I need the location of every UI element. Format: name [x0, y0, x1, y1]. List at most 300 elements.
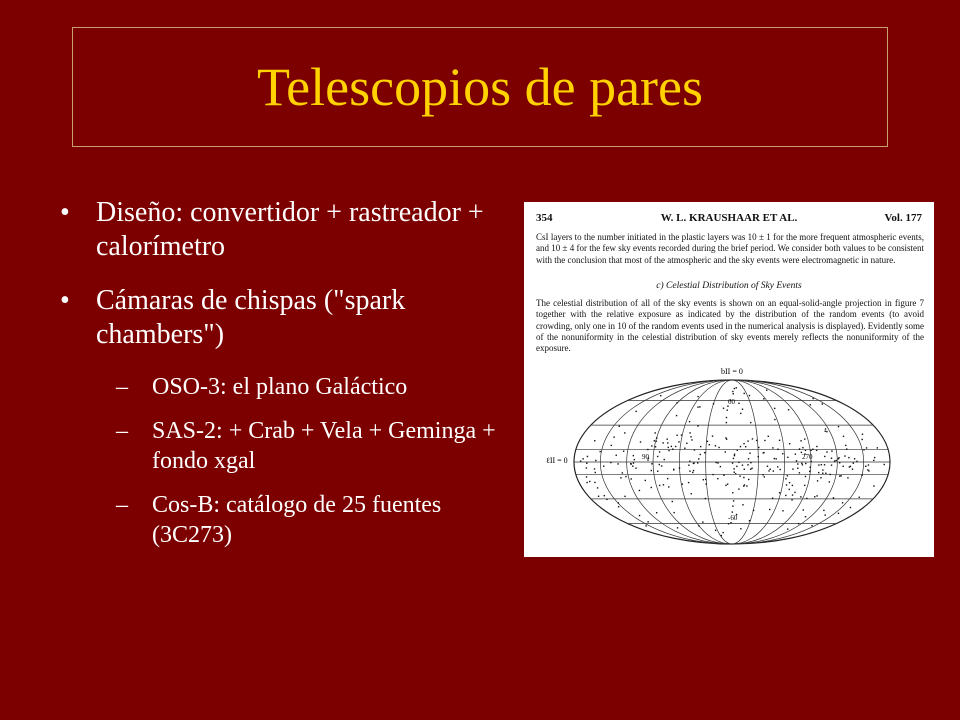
bullet-item	[60, 196, 500, 264]
map-event-dot	[624, 432, 625, 433]
map-event-dot	[840, 475, 841, 476]
map-event-dot	[725, 485, 726, 486]
map-event-dot	[774, 458, 775, 459]
map-event-dot	[651, 487, 652, 488]
map-event-dot	[738, 403, 739, 404]
map-event-dot	[789, 482, 790, 483]
map-event-dot	[732, 492, 733, 493]
map-event-dot	[733, 468, 734, 469]
map-event-dot	[845, 445, 846, 446]
map-event-dot	[726, 439, 727, 440]
bullet-list	[60, 196, 500, 564]
map-event-dot	[785, 478, 786, 479]
slide-title: Telescopios de pares	[256, 57, 704, 117]
map-event-dot	[689, 470, 690, 471]
map-event-dot	[822, 473, 823, 474]
map-event-dot	[791, 499, 792, 500]
map-event-dot	[749, 520, 750, 521]
map-event-dot	[595, 460, 596, 461]
map-event-dot	[847, 477, 848, 478]
map-event-dot	[657, 456, 658, 457]
map-event-dot	[767, 466, 768, 467]
map-event-dot	[736, 387, 737, 388]
map-event-dot	[684, 448, 685, 449]
map-event-dot	[812, 398, 813, 399]
map-event-dot	[618, 506, 619, 507]
map-event-dot	[763, 398, 764, 399]
map-event-dot	[822, 403, 823, 404]
map-event-dot	[675, 446, 676, 447]
map-event-dot	[839, 475, 840, 476]
map-event-dot	[768, 470, 769, 471]
map-event-dot	[691, 439, 692, 440]
map-event-dot	[586, 463, 587, 464]
map-event-dot	[659, 485, 660, 486]
map-event-dot	[639, 490, 640, 491]
paper-volume: Vol. 177	[884, 212, 922, 224]
map-event-dot	[772, 498, 773, 499]
map-event-dot	[812, 449, 813, 450]
map-event-dot	[651, 470, 652, 471]
map-event-dot	[718, 447, 719, 448]
map-event-dot	[736, 466, 737, 467]
map-event-dot	[733, 393, 734, 394]
map-event-dot	[689, 432, 690, 433]
bullet-marker: •	[60, 285, 70, 316]
map-event-dot	[656, 437, 657, 438]
map-event-dot	[673, 469, 674, 470]
map-event-dot	[753, 510, 754, 511]
map-event-dot	[859, 497, 860, 498]
map-event-dot	[874, 457, 875, 458]
map-event-dot	[799, 472, 800, 473]
map-event-dot	[611, 445, 612, 446]
map-event-dot	[690, 436, 691, 437]
map-event-dot	[726, 422, 727, 423]
map-event-dot	[689, 461, 690, 462]
map-event-dot	[750, 462, 751, 463]
map-event-dot	[617, 463, 618, 464]
map-event-dot	[586, 476, 587, 477]
map-event-dot	[861, 475, 862, 476]
map-event-dot	[672, 501, 673, 502]
map-event-dot	[744, 469, 745, 470]
map-event-dot	[700, 446, 701, 447]
map-event-dot	[779, 440, 780, 441]
map-event-dot	[852, 469, 853, 470]
map-event-dot	[630, 463, 631, 464]
paper-header	[536, 212, 922, 224]
map-event-dot	[818, 472, 819, 473]
map-event-dot	[697, 462, 698, 463]
map-event-dot	[861, 439, 862, 440]
map-event-dot	[734, 454, 735, 455]
map-event-dot	[698, 458, 699, 459]
map-event-dot	[634, 459, 635, 460]
map-event-dot	[734, 388, 735, 389]
map-event-dot	[762, 474, 763, 475]
map-event-dot	[800, 440, 801, 441]
map-event-dot	[738, 488, 739, 489]
map-event-dot	[693, 463, 694, 464]
map-event-dot	[703, 479, 704, 480]
map-event-dot	[682, 483, 683, 484]
map-event-dot	[777, 466, 778, 467]
map-event-dot	[671, 446, 672, 447]
map-event-dot	[654, 440, 655, 441]
map-event-dot	[734, 455, 735, 456]
sub-bullet-item	[116, 490, 500, 550]
map-event-dot	[712, 435, 713, 436]
map-event-dot	[616, 455, 617, 456]
paper-paragraph: CsI layers to the number initiated in the plastic layers was 10 ± 1 for the more frequent atmospheric events, and 10 ± 4 for the few sky events recorded during the brief period. We consider both values to be consistent with the conclusion that most of the atmospheric and the sky events were electromagnetic in nature.	[536, 232, 924, 265]
map-event-dot	[792, 485, 793, 486]
map-event-dot	[740, 446, 741, 447]
map-label-top: bII = 0	[721, 367, 743, 376]
map-event-dot	[689, 421, 690, 422]
map-event-dot	[833, 497, 834, 498]
map-event-dot	[764, 476, 765, 477]
map-event-dot	[676, 402, 677, 403]
map-event-dot	[811, 525, 812, 526]
map-event-dot	[664, 459, 665, 460]
map-event-dot	[589, 481, 590, 482]
map-event-dot	[743, 477, 744, 478]
map-event-dot	[838, 513, 839, 514]
map-event-dot	[802, 464, 803, 465]
map-event-dot	[787, 528, 788, 529]
map-event-dot	[693, 470, 694, 471]
map-event-dot	[750, 468, 751, 469]
map-event-dot	[645, 525, 646, 526]
map-event-dot	[598, 496, 599, 497]
map-event-dot	[707, 441, 708, 442]
map-event-dot	[842, 466, 843, 467]
map-event-dot	[818, 464, 819, 465]
map-event-dot	[794, 492, 795, 493]
map-event-dot	[777, 449, 778, 450]
map-event-dot	[747, 464, 748, 465]
map-event-dot	[737, 450, 738, 451]
map-event-dot	[799, 448, 800, 449]
title-frame	[72, 27, 888, 147]
sub-bullet-marker: –	[116, 492, 128, 518]
bullet-item	[60, 284, 500, 352]
bullet-text: Diseño: convertidor + rastreador + calorímetro	[96, 197, 484, 262]
map-event-dot	[654, 432, 655, 433]
map-event-dot	[846, 448, 847, 449]
map-event-dot	[673, 512, 674, 513]
map-event-dot	[606, 499, 607, 500]
paper-section-heading: c) Celestial Distribution of Sky Events	[656, 281, 802, 291]
map-event-dot	[681, 434, 682, 435]
map-event-dot	[825, 514, 826, 515]
map-event-dot	[715, 530, 716, 531]
map-event-dot	[817, 480, 818, 481]
map-event-dot	[676, 435, 677, 436]
sub-bullet-item	[116, 416, 500, 476]
map-event-dot	[688, 465, 689, 466]
map-label-minus60: -60	[728, 514, 738, 522]
map-event-dot	[805, 450, 806, 451]
map-event-dot	[586, 467, 587, 468]
map-event-dot	[727, 409, 728, 410]
map-event-dot	[656, 512, 657, 513]
map-event-dot	[795, 453, 796, 454]
map-event-dot	[788, 409, 789, 410]
sub-bullet-marker: –	[116, 374, 128, 400]
map-event-dot	[752, 438, 753, 439]
map-event-dot	[699, 406, 700, 407]
map-event-dot	[805, 516, 806, 517]
map-event-dot	[810, 467, 811, 468]
map-event-dot	[829, 474, 830, 475]
map-event-dot	[595, 472, 596, 473]
map-event-dot	[779, 492, 780, 493]
map-event-dot	[676, 415, 677, 416]
map-event-dot	[792, 494, 793, 495]
map-event-dot	[599, 451, 600, 452]
map-event-dot	[756, 440, 757, 441]
map-event-dot	[697, 406, 698, 407]
map-event-dot	[826, 431, 827, 432]
map-event-dot	[751, 468, 752, 469]
map-event-dot	[704, 452, 705, 453]
map-event-dot	[678, 441, 679, 442]
map-event-dot	[866, 447, 867, 448]
map-event-dot	[821, 464, 822, 465]
map-event-dot	[749, 395, 750, 396]
map-event-dot	[747, 440, 748, 441]
map-event-dot	[613, 436, 614, 437]
map-event-dot	[775, 458, 776, 459]
map-event-dot	[668, 447, 669, 448]
map-event-dot	[873, 460, 874, 461]
map-event-dot	[740, 528, 741, 529]
map-event-dot	[661, 465, 662, 466]
sub-bullet-item	[116, 372, 500, 402]
map-event-dot	[633, 462, 634, 463]
map-event-dot	[831, 450, 832, 451]
map-event-dot	[848, 457, 849, 458]
map-event-dot	[877, 447, 878, 448]
map-event-dot	[655, 446, 656, 447]
map-event-dot	[709, 444, 710, 445]
map-event-dot	[782, 453, 783, 454]
map-event-dot	[884, 464, 885, 465]
map-event-dot	[734, 472, 735, 473]
map-event-dot	[622, 472, 623, 473]
map-event-dot	[635, 468, 636, 469]
map-event-dot	[769, 509, 770, 510]
map-event-dot	[782, 510, 783, 511]
map-event-dot	[868, 470, 869, 471]
map-event-dot	[786, 484, 787, 485]
map-event-dot	[604, 495, 605, 496]
map-event-dot	[580, 460, 581, 461]
map-event-dot	[742, 504, 743, 505]
map-event-dot	[816, 446, 817, 447]
map-event-dot	[624, 496, 625, 497]
map-event-dot	[779, 469, 780, 470]
map-event-dot	[702, 521, 703, 522]
map-event-dot	[720, 466, 721, 467]
map-event-dot	[726, 417, 727, 418]
map-event-dot	[733, 458, 734, 459]
map-event-dot	[732, 391, 733, 392]
map-event-dot	[766, 390, 767, 391]
map-event-dot	[758, 456, 759, 457]
map-event-dot	[739, 475, 740, 476]
map-event-dot	[732, 511, 733, 512]
map-event-dot	[587, 456, 588, 457]
map-label-90: 90	[642, 453, 649, 461]
map-event-dot	[668, 450, 669, 451]
map-event-dot	[849, 466, 850, 467]
map-event-dot	[594, 468, 595, 469]
map-event-dot	[825, 473, 826, 474]
map-event-dot	[730, 522, 731, 523]
map-event-dot	[728, 523, 729, 524]
map-event-dot	[603, 466, 604, 467]
map-event-dot	[586, 482, 587, 483]
map-event-dot	[651, 463, 652, 464]
map-event-dot	[732, 462, 733, 463]
map-event-dot	[594, 482, 595, 483]
map-event-dot	[835, 460, 836, 461]
map-event-dot	[774, 419, 775, 420]
sub-bullet-text: SAS-2: + Crab + Vela + Geminga + fondo xgal	[152, 418, 496, 474]
map-event-dot	[639, 515, 640, 516]
map-event-dot	[805, 476, 806, 477]
map-event-dot	[733, 500, 734, 501]
map-event-dot	[582, 458, 583, 459]
map-event-dot	[651, 445, 652, 446]
map-event-dot	[743, 443, 744, 444]
map-event-dot	[823, 510, 824, 511]
map-event-dot	[814, 496, 815, 497]
map-event-dot	[672, 448, 673, 449]
map-event-dot	[789, 489, 790, 490]
map-event-dot	[632, 465, 633, 466]
map-event-dot	[856, 461, 857, 462]
map-event-dot	[748, 479, 749, 480]
map-event-dot	[620, 477, 621, 478]
map-event-dot	[774, 408, 775, 409]
map-event-dot	[667, 478, 668, 479]
map-event-dot	[809, 471, 810, 472]
map-event-dot	[798, 523, 799, 524]
map-event-dot	[738, 462, 739, 463]
map-event-dot	[623, 451, 624, 452]
map-event-dot	[697, 396, 698, 397]
map-event-dot	[772, 447, 773, 448]
map-event-dot	[715, 445, 716, 446]
map-event-dot	[721, 535, 722, 536]
map-event-dot	[705, 479, 706, 480]
map-event-dot	[787, 457, 788, 458]
map-event-dot	[656, 441, 657, 442]
map-event-dot	[829, 481, 830, 482]
map-event-dot	[839, 462, 840, 463]
map-event-dot	[758, 447, 759, 448]
map-event-dot	[805, 463, 806, 464]
map-label-270: 270	[802, 453, 813, 461]
map-event-dot	[640, 441, 641, 442]
map-event-dot	[801, 463, 802, 464]
map-event-dot	[853, 462, 854, 463]
map-event-dot	[745, 446, 746, 447]
map-event-dot	[865, 466, 866, 467]
map-event-dot	[744, 393, 745, 394]
map-event-dot	[647, 449, 648, 450]
paper-authors: W. L. KRAUSHAAR ET AL.	[660, 212, 798, 224]
map-event-dot	[732, 505, 733, 506]
map-event-dot	[834, 460, 835, 461]
map-event-dot	[645, 480, 646, 481]
map-event-dot	[822, 469, 823, 470]
map-event-dot	[785, 495, 786, 496]
map-event-dot	[750, 422, 751, 423]
map-event-dot	[854, 458, 855, 459]
map-event-dot	[820, 477, 821, 478]
map-event-dot	[713, 403, 714, 404]
map-event-dot	[743, 485, 744, 486]
map-event-dot	[806, 498, 807, 499]
map-event-dot	[742, 465, 743, 466]
map-event-dot	[712, 474, 713, 475]
map-event-dot	[666, 438, 667, 439]
map-event-dot	[660, 395, 661, 396]
map-label-60: 60	[728, 398, 735, 406]
map-event-dot	[742, 409, 743, 410]
map-event-dot	[618, 502, 619, 503]
map-event-dot	[619, 426, 620, 427]
map-event-dot	[873, 485, 874, 486]
map-event-dot	[797, 468, 798, 469]
map-event-dot	[797, 463, 798, 464]
map-event-dot	[749, 453, 750, 454]
map-event-dot	[679, 467, 680, 468]
map-event-dot	[705, 498, 706, 499]
sub-bullet-marker: –	[116, 418, 128, 444]
paper-scan-image	[524, 202, 934, 557]
map-event-dot	[824, 464, 825, 465]
map-event-dot	[842, 502, 843, 503]
map-event-dot	[691, 493, 692, 494]
map-event-dot	[657, 471, 658, 472]
bullet-marker: •	[60, 197, 70, 228]
map-label-left: ℓII = 0	[546, 456, 568, 465]
map-event-dot	[763, 452, 764, 453]
map-event-dot	[825, 428, 826, 429]
map-event-dot	[686, 443, 687, 444]
map-event-dot	[802, 447, 803, 448]
map-event-dot	[800, 496, 801, 497]
map-event-dot	[843, 436, 844, 437]
map-event-dot	[647, 521, 648, 522]
sub-bullet-text: OSO-3: el plano Galáctico	[152, 374, 408, 400]
map-event-dot	[816, 495, 817, 496]
map-event-dot	[697, 425, 698, 426]
map-event-dot	[773, 470, 774, 471]
map-event-dot	[722, 532, 723, 533]
map-event-dot	[810, 404, 811, 405]
map-event-dot	[677, 527, 678, 528]
map-event-dot	[764, 440, 765, 441]
map-event-dot	[659, 464, 660, 465]
map-event-dot	[694, 449, 695, 450]
